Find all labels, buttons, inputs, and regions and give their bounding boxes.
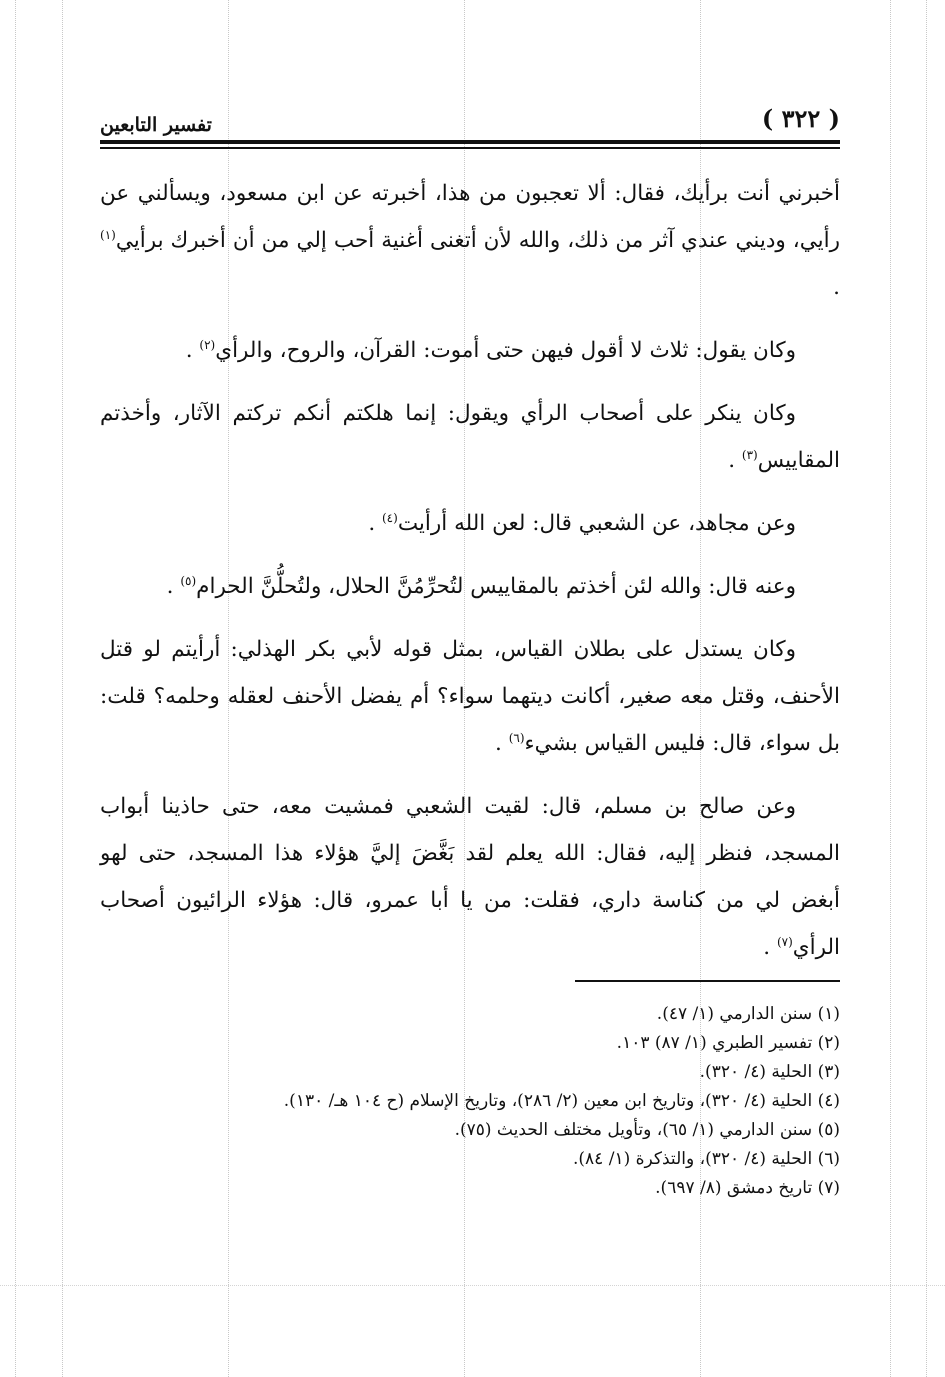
footnotes-list: [100, 1000, 840, 1203]
footnote-ref[interactable]: (٧): [776, 934, 793, 949]
header-rule: [100, 140, 840, 144]
page-number: ( ٣٢٢ ): [761, 104, 840, 133]
footnote-separator: [575, 980, 840, 982]
footnote: (٦) الحلية (٤/ ٣٢٠)، والتذكرة (١/ ٨٤).: [573, 1149, 840, 1169]
paragraph: وكان يقول: ثلاث لا أقول فيهن حتى أموت: القرآن، والروح، والرأي$^{(٢)}$ .: [185, 337, 796, 363]
footnote-ref[interactable]: (١): [100, 227, 116, 242]
scan-guide-line: [15, 0, 16, 1377]
footnote: (٣) الحلية (٤/ ٣٢٠).: [699, 1062, 840, 1082]
footnote-ref[interactable]: (٦): [508, 730, 525, 745]
main-text: [100, 170, 840, 987]
paragraph: أخبرني أنت برأيك، فقال: ألا تعجبون من هذا، أخبرته عن ابن مسعود، ويسألني عن رأيي، وديني عندي آثر من ذلك، والله لأن أتغنى أغنية أحب إلي من أن أخبرك برأيي$^{(١)}$ .: [100, 181, 840, 300]
book-title: تفسير التابعين: [100, 114, 212, 136]
footnote-ref[interactable]: (٣): [741, 447, 758, 462]
footnote-ref[interactable]: (٥): [180, 573, 197, 588]
paragraph: وكان ينكر على أصحاب الرأي ويقول: إنما هلكتم أنكم تركتم الآثار، وأخذتم المقاييس$^{(٣)}$ .: [100, 401, 840, 473]
scan-guide-line: [0, 1285, 945, 1286]
footnote-ref[interactable]: (٤): [381, 510, 398, 525]
footnote: (٢) تفسير الطبري (١/ ٨٧) ١٠٣.: [616, 1033, 840, 1053]
footnote: (١) سنن الدارمي (١/ ٤٧).: [656, 1004, 840, 1024]
paragraph: وعن مجاهد، عن الشعبي قال: لعن الله أرأيت$^{(٤)}$ .: [368, 510, 796, 536]
paragraph: وكان يستدل على بطلان القياس، بمثل قوله لأبي بكر الهذلي: أرأيتم لو قتل الأحنف، وقتل معه صغير، أكانت ديتهما سواء؟ أم يفضل الأحنف لعقله وحلمه؟ قلت: بل سواء، قال: فليس القياس بشيء$^{(٦)}$ .: [100, 637, 840, 756]
footnote-ref[interactable]: (٢): [199, 337, 216, 352]
scan-guide-line: [890, 0, 891, 1377]
footnote: (٤) الحلية (٤/ ٣٢٠)، وتاريخ ابن معين (٢/ ٢٨٦)، وتاريخ الإسلام (ح ١٠٤ هـ/ ١٣٠).: [283, 1091, 840, 1111]
footnote: (٥) سنن الدارمي (١/ ٦٥)، وتأويل مختلف الحديث (٧٥).: [454, 1120, 840, 1140]
paragraph: وعنه قال: والله لئن أخذتم بالمقاييس لتُحرِّمُنَّ الحلال، ولتُحلُّنَّ الحرام$^{(٥)}$ .: [166, 573, 796, 599]
paragraph: وعن صالح بن مسلم، قال: لقيت الشعبي فمشيت معه، حتى حاذينا أبواب المسجد، فنظر إليه، فقال: الله يعلم لقد بَغَّضَ إليَّ هؤلاء هذا المسجد، حتى لهو أبغض لي من كناسة داري، فقلت: من يا أبا عمرو، قال: هؤلاء الرائيون أصحاب الرأي$^{(٧)}$ .: [100, 794, 840, 960]
scan-guide-line: [926, 0, 927, 1377]
footnote: (٧) تاريخ دمشق (٨/ ٦٩٧).: [655, 1178, 840, 1198]
header-rule: [100, 147, 840, 149]
page-header: [100, 100, 840, 146]
scan-guide-line: [62, 0, 63, 1377]
